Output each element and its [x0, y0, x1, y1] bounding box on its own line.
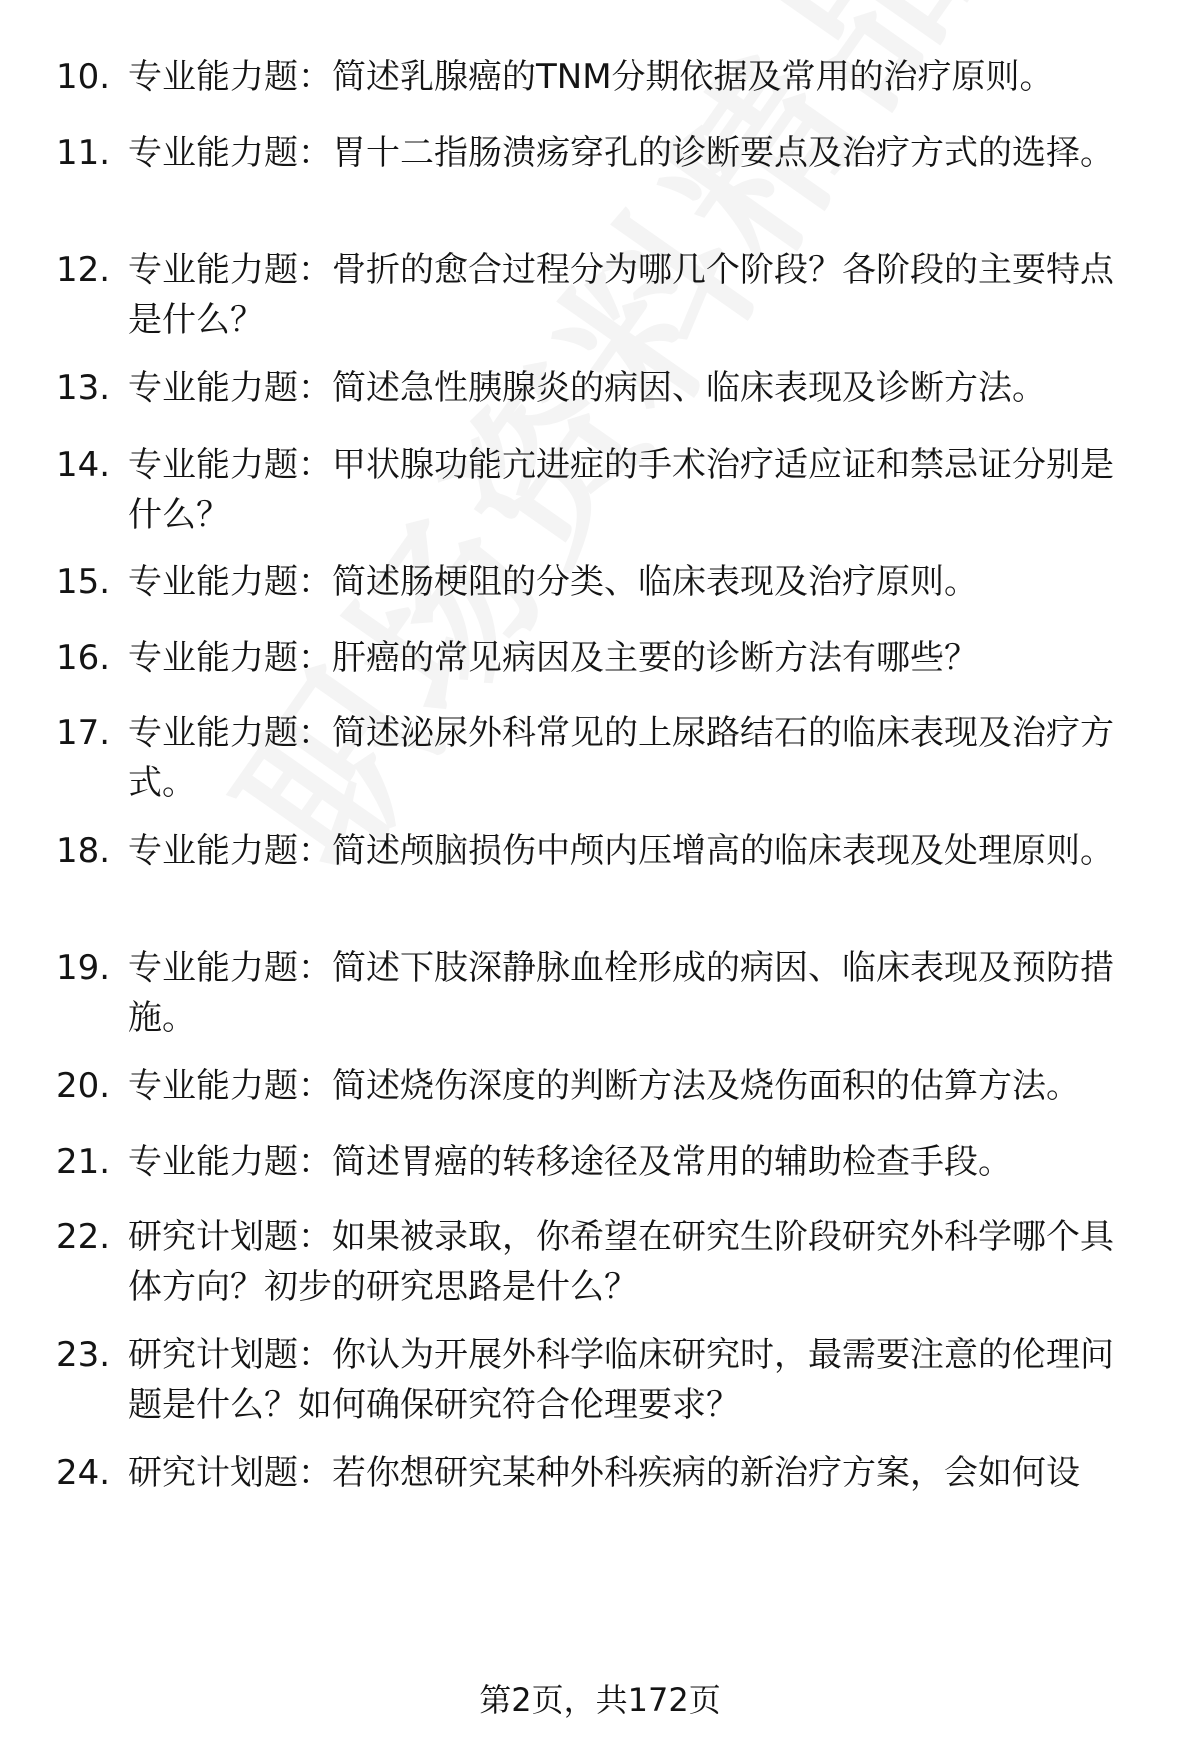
question-text: 专业能力题：简述烧伤深度的判断方法及烧伤面积的估算方法。: [128, 1066, 1080, 1106]
question-number: 20.: [56, 1066, 111, 1106]
question-number: 22.: [56, 1217, 111, 1257]
question-text: 专业能力题：甲状腺功能亢进症的手术治疗适应证和禁忌证分别是什么？: [128, 445, 1114, 535]
question-text: 专业能力题：简述乳腺癌的TNM分期依据及常用的治疗原则。: [128, 57, 1054, 97]
question-number: 19.: [56, 948, 111, 988]
question-text: 专业能力题：简述颅脑损伤中颅内压增高的临床表现及处理原则。: [128, 831, 1114, 871]
question-text: 专业能力题：简述泌尿外科常见的上尿路结石的临床表现及治疗方式。: [128, 713, 1114, 803]
question-text: 专业能力题：肝癌的常见病因及主要的诊断方法有哪些？: [128, 638, 978, 678]
question-text: 专业能力题：简述下肢深静脉血栓形成的病因、临床表现及预防措施。: [128, 948, 1114, 1038]
question-text: 研究计划题：若你想研究某种外科疾病的新治疗方案，会如何设: [128, 1453, 1080, 1493]
question-number: 12.: [56, 250, 111, 290]
question-text: 专业能力题：简述急性胰腺炎的病因、临床表现及诊断方法。: [128, 368, 1046, 408]
question-number: 13.: [56, 368, 111, 408]
question-number: 21.: [56, 1142, 111, 1182]
question-number: 17.: [56, 713, 111, 753]
question-text: 专业能力题：简述肠梗阻的分类、临床表现及治疗原则。: [128, 562, 978, 602]
question-number: 14.: [56, 445, 111, 485]
question-number: 11.: [56, 133, 111, 173]
question-text: 专业能力题：胃十二指肠溃疡穿孔的诊断要点及治疗方式的选择。: [128, 133, 1114, 173]
question-number: 16.: [56, 638, 111, 678]
question-number: 24.: [56, 1453, 111, 1493]
page-footer: 第2页，共172页: [479, 1681, 721, 1719]
question-number: 23.: [56, 1335, 111, 1375]
question-number: 15.: [56, 562, 111, 602]
question-text: 专业能力题：骨折的愈合过程分为哪几个阶段？各阶段的主要特点是什么？: [128, 250, 1114, 340]
question-text: 研究计划题：如果被录取，你希望在研究生阶段研究外科学哪个具体方向？初步的研究思路是什么？: [128, 1217, 1114, 1307]
question-text: 研究计划题：你认为开展外科学临床研究时，最需要注意的伦理问题是什么？如何确保研究符合伦理要求？: [128, 1335, 1114, 1425]
question-text: 专业能力题：简述胃癌的转移途径及常用的辅助检查手段。: [128, 1142, 1012, 1182]
question-number: 10.: [56, 57, 111, 97]
question-number: 18.: [56, 831, 111, 871]
